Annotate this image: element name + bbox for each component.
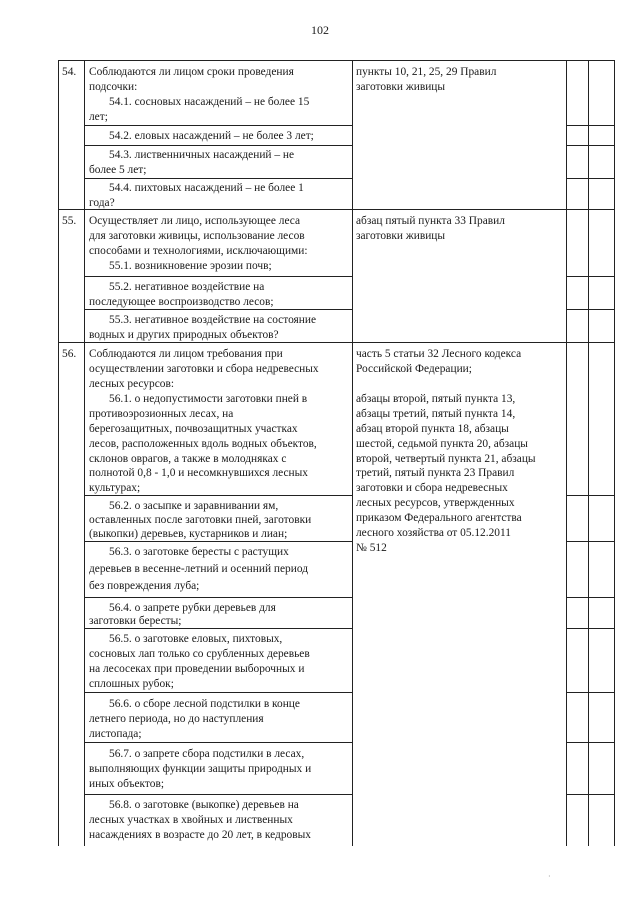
row-number: 54. xyxy=(62,66,77,78)
question-line: подсочки: xyxy=(89,81,138,93)
subitem-line: иных объектов; xyxy=(89,778,164,790)
reference-line: абзац пятый пункта 33 Правил xyxy=(356,215,505,227)
subitem-divider xyxy=(566,309,614,310)
subitem-line: на лесосеках при проведении выборочных и xyxy=(89,663,305,675)
subitem-line: листопада; xyxy=(89,728,142,740)
subitem-line: 56.3. о заготовке бересты с растущих xyxy=(109,546,289,558)
page-number: 102 xyxy=(311,23,329,37)
subitem-divider xyxy=(566,145,614,146)
reference-line: пункты 10, 21, 25, 29 Правил xyxy=(356,66,497,78)
row-divider-55 xyxy=(58,209,615,210)
reference-line: № 512 xyxy=(356,542,387,554)
question-line: осуществлении заготовки и сбора недревесных xyxy=(89,363,319,375)
subitem-divider xyxy=(566,628,614,629)
table-border-right xyxy=(614,60,615,846)
subitem-divider xyxy=(84,145,352,146)
subitem-line: 56.1. о недопустимости заготовки пней в xyxy=(109,393,308,405)
question-line: лесных ресурсов: xyxy=(89,378,174,390)
subitem-line: 54.2. еловых насаждений – не более 3 лет; xyxy=(109,130,314,142)
table-border-top xyxy=(58,60,615,61)
subitem-line: 54.4. пихтовых насаждений – не более 1 xyxy=(109,182,304,194)
subitem-line: 56.8. о заготовке (выкопке) деревьев на xyxy=(109,799,299,811)
subitem-line: 54.3. лиственничных насаждений – не xyxy=(109,149,295,161)
subitem-line: полнотой 0,8 - 1,0 и несомкнувшихся лесных xyxy=(89,467,308,479)
subitem-line: заготовки бересты; xyxy=(89,615,182,627)
table-border-left xyxy=(58,60,59,846)
question-line: для заготовки живицы, использование лесов xyxy=(89,230,305,242)
reference-line: приказом Федерального агентства xyxy=(356,512,522,524)
subitem-line: противоэрозионных лесах, на xyxy=(89,408,234,420)
reference-line: абзац второй пункта 18, абзацы xyxy=(356,423,509,435)
subitem-divider xyxy=(566,794,614,795)
subitem-line: 56.2. о засыпке и заравнивании ям, xyxy=(109,500,279,512)
scan-speck: · xyxy=(548,872,551,881)
subitem-divider xyxy=(566,597,614,598)
subitem-divider xyxy=(84,125,352,126)
subitem-divider xyxy=(84,178,352,179)
subitem-divider xyxy=(566,178,614,179)
reference-line: Российской Федерации; xyxy=(356,363,472,375)
reference-line: абзацы третий, пятый пункта 14, xyxy=(356,408,516,420)
subitem-line: оставленных после заготовки пней, заготовки xyxy=(89,514,312,526)
subitem-divider xyxy=(84,742,352,743)
subitem-line: без повреждения луба; xyxy=(89,580,200,592)
subitem-line: сплошных рубок; xyxy=(89,678,174,690)
subitem-line: насаждениях в возрасте до 20 лет, в кедровых xyxy=(89,829,311,841)
reference-line: второй, четвертый пункта 21, абзацы xyxy=(356,453,536,465)
subitem-line: деревьев в весенне-летний и осенний период xyxy=(89,563,308,575)
question-line: способами и технологиями, исключающими: xyxy=(89,245,308,257)
subitem-line: (выкопки) деревьев, кустарников и лиан; xyxy=(89,528,288,540)
subitem-line: выполняющих функции защиты природных и xyxy=(89,763,312,775)
question-line: Соблюдаются ли лицом требования при xyxy=(89,348,283,360)
subitem-divider xyxy=(566,276,614,277)
subitem-line: 56.4. о запрете рубки деревьев для xyxy=(109,602,276,614)
reference-line: заготовки живицы xyxy=(356,81,446,93)
subitem-line: 56.6. о сборе лесной подстилки в конце xyxy=(109,698,300,710)
subitem-line: более 5 лет; xyxy=(89,164,147,176)
subitem-divider xyxy=(84,276,352,277)
subitem-line: 56.5. о заготовке еловых, пихтовых, xyxy=(109,633,283,645)
subitem-line: лесных участках в хвойных и лиственных xyxy=(89,814,293,826)
subitem-line: сосновых лап только со срубленных деревьев xyxy=(89,648,310,660)
subitem-line: склонов оврагов, а также в молодняках с xyxy=(89,453,287,465)
subitem-divider xyxy=(566,495,614,496)
subitem-divider xyxy=(566,125,614,126)
subitem-line: летнего периода, но до наступления xyxy=(89,713,264,725)
subitem-divider xyxy=(566,541,614,542)
question-line: Осуществляет ли лицо, использующее леса xyxy=(89,215,301,227)
reference-line: часть 5 статьи 32 Лесного кодекса xyxy=(356,348,522,360)
reference-line: лесных ресурсов, утвержденных xyxy=(356,497,515,509)
subitem-line: берегозащитных, почвозащитных участках xyxy=(89,423,298,435)
subitem-divider xyxy=(84,794,352,795)
reference-line: заготовки и сбора недревесных xyxy=(356,482,508,494)
reference-line: третий, пятый пункта 23 Правил xyxy=(356,467,515,479)
subitem-divider xyxy=(566,742,614,743)
row-number: 55. xyxy=(62,215,77,227)
subitem-line: 55.3. негативное воздействие на состояние xyxy=(109,314,317,326)
subitem-line: 56.7. о запрете сбора подстилки в лесах, xyxy=(109,748,305,760)
row-number: 56. xyxy=(62,348,77,360)
reference-line: абзацы второй, пятый пункта 13, xyxy=(356,393,516,405)
subitem-divider xyxy=(566,692,614,693)
subitem-line: лесов, расположенных вдоль водных объектов, xyxy=(89,438,317,450)
subitem-line: последующее воспроизводство лесов; xyxy=(89,296,274,308)
subitem-line: водных и других природных объектов? xyxy=(89,329,279,341)
subitem-line: культурах; xyxy=(89,482,141,494)
subitem-line: лет; xyxy=(89,111,108,123)
subitem-line: года? xyxy=(89,197,115,209)
subitem-divider xyxy=(84,692,352,693)
reference-line: лесного хозяйства от 05.12.2011 xyxy=(356,527,511,539)
subitem-line: 55.1. возникновение эрозии почв; xyxy=(109,260,272,272)
subitem-line: 54.1. сосновых насаждений – не более 15 xyxy=(109,96,310,108)
reference-line: шестой, седьмой пункта 20, абзацы xyxy=(356,438,528,450)
subitem-divider xyxy=(84,597,352,598)
column-divider-question xyxy=(352,60,353,846)
reference-line: заготовки живицы xyxy=(356,230,446,242)
subitem-line: 55.2. негативное воздействие на xyxy=(109,281,265,293)
question-line: Соблюдаются ли лицом сроки проведения xyxy=(89,66,294,78)
